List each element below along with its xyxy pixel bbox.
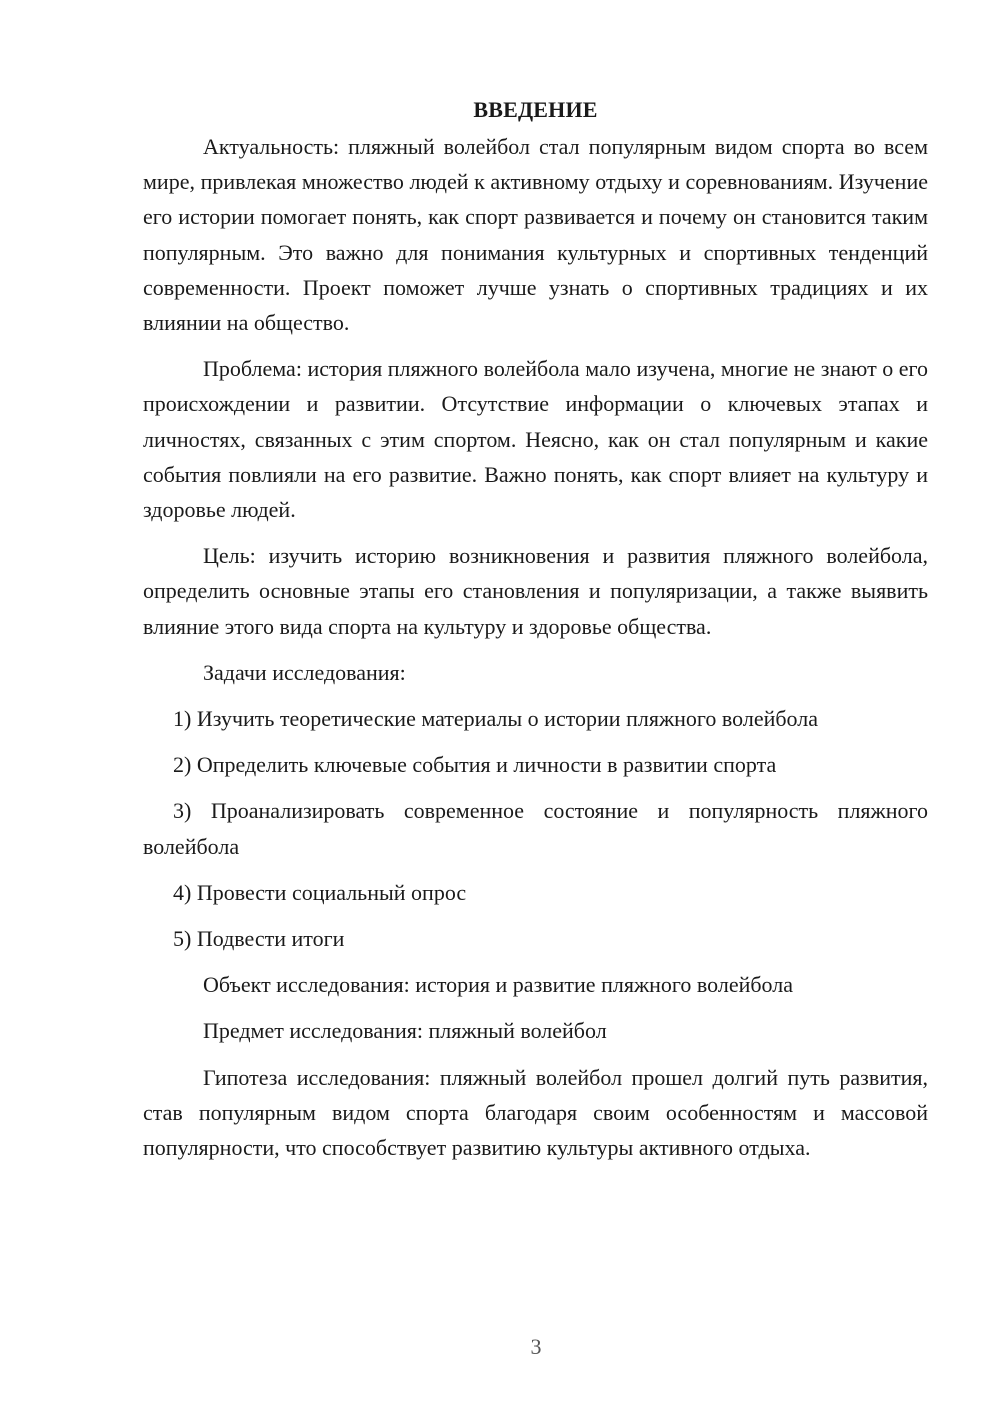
task-item: 4) Провести социальный опрос [173, 879, 467, 905]
task-item: 3) Проанализировать современное состояние и популярность пляжного волейбола [143, 798, 928, 859]
problem-paragraph: Проблема: история пляжного волейбола мало изучена, многие не знают о его происхождении и развитии. Отсутствие информации о ключевых этапах и личностях, связанных с этим спортом. Неясно, как он стал популярным и какие события повлияли на его развитие. Важно понять, как спорт влияет на культуру и здоровье людей. [143, 356, 928, 523]
page-number: 3 [530, 1334, 542, 1359]
page-title: ВВЕДЕНИЕ [473, 97, 598, 122]
task-item: 1) Изучить теоретические материалы о истории пляжного волейбола [173, 706, 819, 732]
relevance-paragraph: Актуальность: пляжный волейбол стал популярным видом спорта во всем мире, привлекая множество людей к активному отдыху и соревнованиям. Изучение его истории помогает понять, как спорт развивается и почему он становится таким популярным. Это важно для понимания культурных и спортивных тенденций современности. Проект поможет лучше узнать о спортивных традициях и их влиянии на общество. [143, 134, 928, 336]
task-item: 5) Подвести итоги [173, 926, 345, 952]
research-subject: Предмет исследования: пляжный волейбол [203, 1018, 607, 1044]
document-page [143, 92, 928, 1176]
tasks-heading: Задачи исследования: [203, 659, 406, 685]
task-item: 2) Определить ключевые события и личности в развитии спорта [173, 752, 777, 778]
research-object: Объект исследования: история и развитие пляжного волейбола [203, 972, 794, 998]
goal-paragraph: Цель: изучить историю возникновения и развития пляжного волейбола, определить основные этапы его становления и популяризации, а также выявить влияние этого вида спорта на культуру и здоровье общества. [143, 543, 928, 639]
research-hypothesis: Гипотеза исследования: пляжный волейбол прошел долгий путь развития, став популярным видом спорта благодаря своим особенностям и массовой популярности, что способствует развитию культуры активного отдыха. [143, 1064, 928, 1161]
